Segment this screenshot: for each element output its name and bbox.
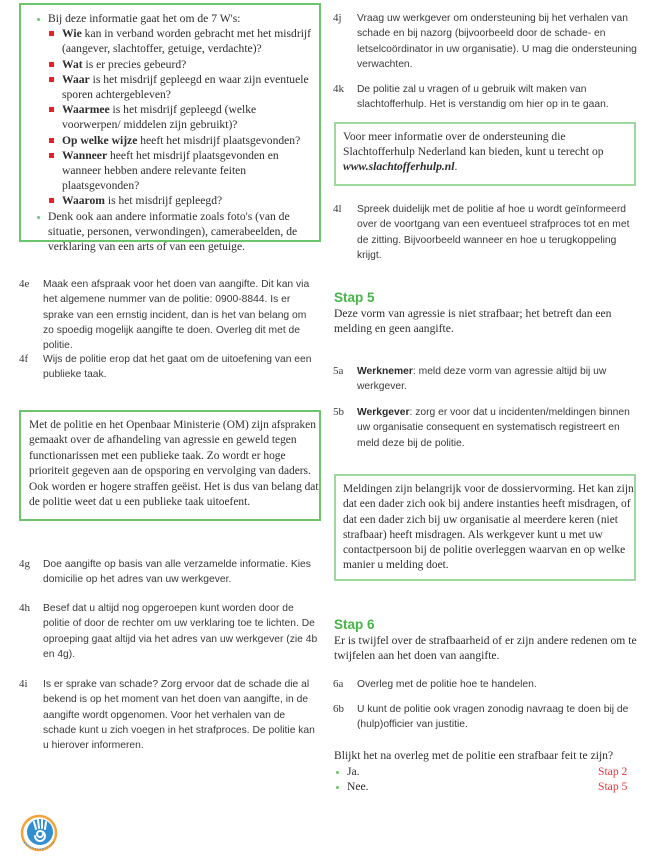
goto-stap-5-link[interactable]: Stap 5 xyxy=(598,780,628,793)
answer-ja xyxy=(334,764,634,779)
w-keyword: Wie xyxy=(62,27,82,41)
item-number: 4e xyxy=(19,278,30,290)
item-text: Maak een afspraak voor het doen van aangifte. Dit kan via het algemene nummer van de politie: 0900-8844. Is er sprake van een ernstig incident, dan is het van belang om zo spoedig mogelijk aangifte te doen. Overleg dit met de politie. xyxy=(43,279,310,352)
item-6a xyxy=(333,677,643,692)
seven-ws-box xyxy=(19,3,321,254)
item-text: Spreek duidelijk met de politie af hoe u wordt geïnformeerd over de voortgang van een eventueel strafproces tot en met de zitting. Bijvoorbeeld wanneer en hoe u terugkoppeling krijgt. xyxy=(357,204,630,261)
item-4h xyxy=(19,601,319,662)
w-item-op-welke-wijze xyxy=(48,133,317,148)
item-text: Vraag uw werkgever om ondersteuning bij het verhalen van schade en bij nazorg (bijvoorbeeld door de schade- en letselcoördinator in uw organisatie). U mag die ondersteuning verwachten. xyxy=(357,13,637,70)
om-info-box xyxy=(19,410,321,521)
item-text: : zorg er voor dat u incidenten/meldingen binnen uw organisatie consequent en systematisch registreert en meld deze bij de politie. xyxy=(357,407,630,449)
red-bullet-icon xyxy=(49,153,54,158)
w-item-waarom xyxy=(48,193,317,208)
item-number: 4i xyxy=(19,678,28,690)
item-number: 5b xyxy=(333,406,344,418)
item-text: De politie zal u vragen of u gebruik wilt maken van slachtofferhulp. Het is verstandig om hier op in te gaan. xyxy=(357,84,609,111)
hand-logo-icon xyxy=(18,812,62,856)
w-keyword: Wanneer xyxy=(62,148,108,162)
meldingen-info-text: Meldingen zijn belangrijk voor de dossiervorming. Het kan zijn dat een dader zich ook bij andere instanties heeft misdragen, of dat een dader zich bij uw organisatie al meerdere keren (niet strafbaar) heeft misdragen. Als werkgever kunt u met uw contactpersoon bij de politie overleggen waarvan en op welke manier u melding doet. xyxy=(343,483,634,572)
role-label: Werkgever xyxy=(357,407,410,418)
slachtofferhulp-link[interactable]: www.slachtofferhulp.nl xyxy=(343,160,455,174)
w-text: is het misdrijf gepleegd en waar zijn eventuele sporen achtergebleven? xyxy=(62,72,309,102)
red-bullet-icon xyxy=(49,62,54,67)
w-keyword: Waarmee xyxy=(62,103,110,117)
item-4k xyxy=(333,82,643,113)
stap-6-heading: Stap 6 xyxy=(334,617,375,632)
item-4e xyxy=(19,277,319,353)
item-6b xyxy=(333,702,643,733)
item-text: Wijs de politie erop dat het gaat om de uitoefening van een publieke taak. xyxy=(43,354,312,381)
w-text: heeft het misdrijf plaatsgevonden en wanneer hebben andere relevante feiten plaatsgevonden? xyxy=(62,148,279,193)
item-number: 4h xyxy=(19,602,30,614)
item-text: : meld deze vorm van agressie altijd bij uw werkgever. xyxy=(357,366,607,393)
item-4l xyxy=(333,202,643,263)
item-4j xyxy=(333,11,643,72)
meldingen-info-box xyxy=(334,474,636,581)
w-text: is er precies gebeurd? xyxy=(82,57,187,71)
answer-label: Nee. xyxy=(347,780,369,793)
item-4f xyxy=(19,352,319,383)
item-5a xyxy=(333,364,643,395)
red-bullet-icon xyxy=(49,107,54,112)
item-text: Is er sprake van schade? Zorg ervoor dat de schade die al bekend is op het moment van het doen van aangifte, in de aangifte wordt opgenomen. Voor het verhalen van de schade kunt u zich voegen in het strafproces. De politie kan u hierover informeren. xyxy=(43,679,315,752)
item-number: 4g xyxy=(19,558,30,570)
w-item-wat xyxy=(48,57,317,72)
hand-logo xyxy=(18,812,62,856)
w-keyword: Op welke wijze xyxy=(62,133,138,147)
w-text: heeft het misdrijf plaatsgevonden? xyxy=(137,133,301,147)
item-number: 6a xyxy=(333,678,344,690)
w-item-wanneer xyxy=(48,148,317,194)
seven-ws-intro-item xyxy=(37,11,317,26)
item-text: Doe aangifte op basis van alle verzamelde informatie. Kies domicilie op het adres van uw werkgever. xyxy=(43,559,311,586)
bullet-icon xyxy=(336,786,339,789)
red-bullet-icon xyxy=(49,198,54,203)
stap-6-question: Blijkt het na overleg met de politie een strafbaar feit te zijn? xyxy=(334,749,614,762)
item-text: Besef dat u altijd nog opgeroepen kunt worden door de politie of door de rechter om uw verklaring toe te lichten. De oproeping gaat altijd via het adres van uw werkgever (zie 4b en 4g). xyxy=(43,603,318,660)
slachtofferhulp-info-box xyxy=(334,122,636,186)
goto-stap-2-link[interactable]: Stap 2 xyxy=(598,765,628,778)
seven-ws-extra: Denk ook aan andere informatie zoals foto's (van de situatie, personen, verwondingen), camerabeelden, de verklaring van een arts of van een getuige. xyxy=(48,209,298,254)
red-bullet-icon xyxy=(49,77,54,82)
stap-5-intro: Deze vorm van agressie is niet strafbaar; het betreft dan een melding en geen aangifte. xyxy=(334,307,612,336)
w-keyword: Waarom xyxy=(62,194,105,208)
om-info-text: Met de politie en het Openbaar Ministerie (OM) zijn afspraken gemaakt over de afhandeling van agressie en geweld tegen functionarissen met een publieke taak. Zo wordt er hoge prioriteit gegeven aan de opsporing en vervolging van daders. Ook worden er hogere straffen geëist. Het is dus van belang dat de politie weet dat u een publieke taak uitoefent. xyxy=(29,419,319,509)
item-5b xyxy=(333,405,643,451)
w-text: is het misdrijf gepleegd (welke voorwerpen/ middelen zijn gebruikt)? xyxy=(62,103,257,132)
w-item-wie xyxy=(48,26,317,56)
answer-label: Ja. xyxy=(347,765,360,778)
w-text: kan in verband worden gebracht met het misdrijf (aangever, slachtoffer, getuige, verdachte)? xyxy=(62,27,311,56)
item-number: 4f xyxy=(19,353,29,365)
item-number: 5a xyxy=(333,365,344,377)
info-box-text: Voor meer informatie over de ondersteuning die Slachtofferhulp Nederland kan bieden, kunt u terecht op xyxy=(343,130,604,159)
bullet-icon xyxy=(37,216,40,219)
item-number: 6b xyxy=(333,703,344,715)
w-item-waar xyxy=(48,72,317,102)
seven-ws-list xyxy=(48,26,317,208)
w-keyword: Waar xyxy=(62,72,90,86)
bullet-icon xyxy=(336,771,339,774)
red-bullet-icon xyxy=(49,31,54,36)
stap-6-intro: Er is twijfel over de strafbaarheid of er zijn andere redenen om te twijfelen aan het doen van aangifte. xyxy=(334,634,637,663)
w-text: is het misdrijf gepleegd? xyxy=(104,194,223,208)
w-item-waarmee xyxy=(48,102,317,132)
item-number: 4k xyxy=(333,83,344,95)
item-text: U kunt de politie ook vragen zonodig navraag te doen bij de (hulp)officier van justitie. xyxy=(357,704,629,731)
answer-nee xyxy=(334,779,634,794)
item-4g xyxy=(19,557,319,588)
red-bullet-icon xyxy=(49,138,54,143)
item-number: 4j xyxy=(333,12,342,24)
item-number: 4l xyxy=(333,203,342,215)
role-label: Werknemer xyxy=(357,366,413,377)
seven-ws-intro: Bij deze informatie gaat het om de 7 W's: xyxy=(48,12,241,25)
item-4i xyxy=(19,677,319,753)
item-text: Overleg met de politie hoe te handelen. xyxy=(357,679,537,690)
seven-ws-extra-item xyxy=(37,209,317,255)
info-box-end: . xyxy=(454,160,458,174)
bullet-icon xyxy=(37,18,40,21)
w-keyword: Wat xyxy=(62,57,83,71)
stap-5-heading: Stap 5 xyxy=(334,290,375,305)
